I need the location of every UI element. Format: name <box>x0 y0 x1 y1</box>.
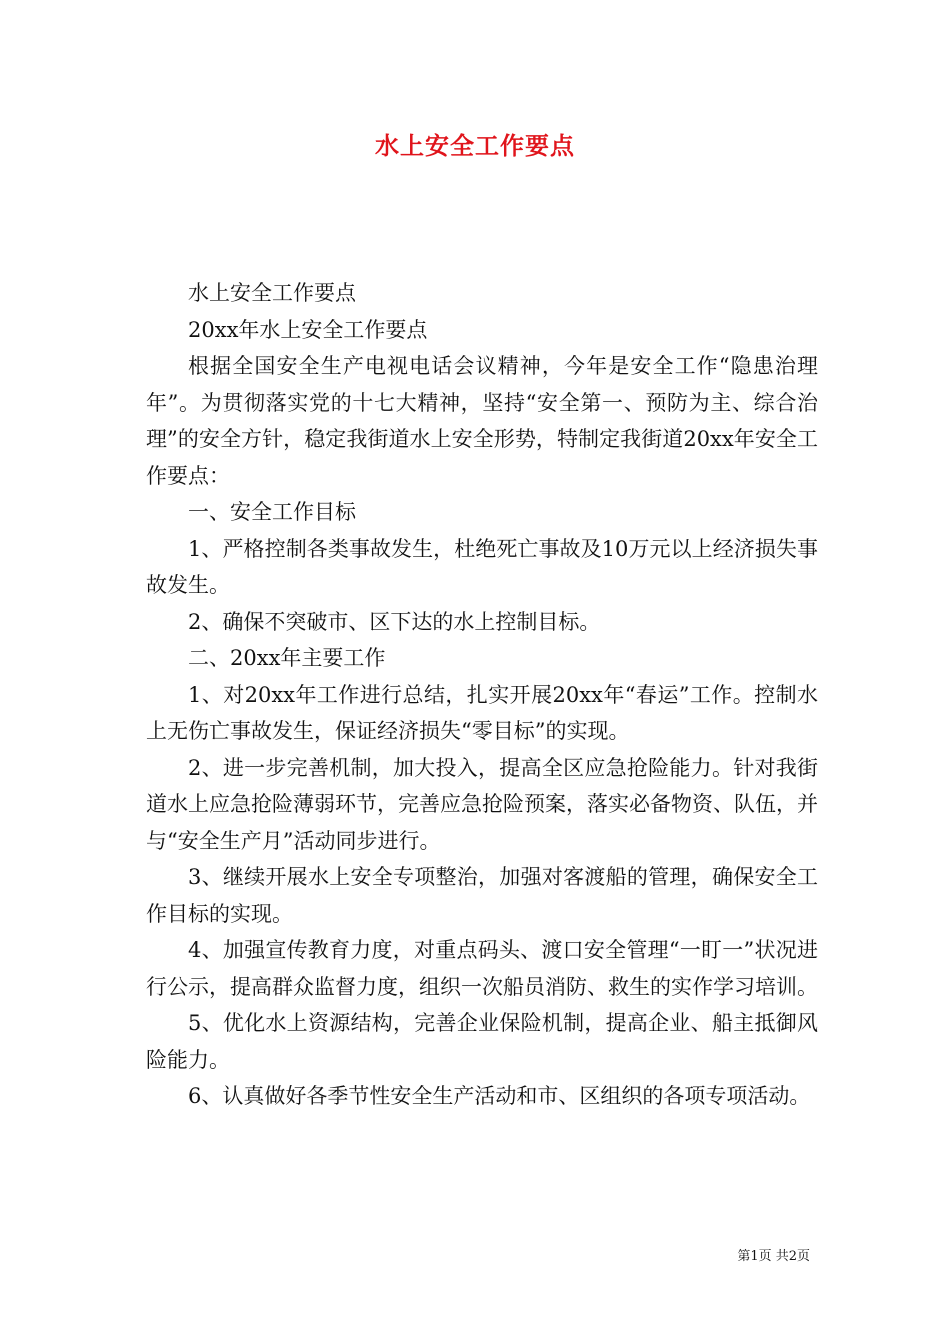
paragraph: 根据全国安全生产电视电话会议精神，今年是安全工作“隐患治理年”。为贯彻落实党的十七大精神，坚持“安全第一、预防为主、综合治理”的安全方针，稳定我街道水上安全形势，特制定我街道20xx年安全工作要点： <box>146 354 818 488</box>
paragraph: 1、严格控制各类事故发生，杜绝死亡事故及10万元以上经济损失事故发生。 <box>146 536 818 597</box>
paragraph: 2、确保不突破市、区下达的水上控制目标。 <box>188 609 601 634</box>
paragraph: 20xx年水上安全工作要点 <box>188 317 428 342</box>
paragraph: 5、优化水上资源结构，完善企业保险机制，提高企业、船主抵御风险能力。 <box>146 1011 818 1072</box>
page-number-footer: 第1页 共2页 <box>737 1249 810 1264</box>
document-body <box>146 275 818 1115</box>
section-heading: 一、安全工作目标 <box>188 500 356 524</box>
paragraph: 6、认真做好各季节性安全生产活动和市、区组织的各项专项活动。 <box>188 1084 811 1108</box>
paragraph: 2、进一步完善机制，加大投入，提高全区应急抢险能力。针对我街道水上应急抢险薄弱环节，完善应急抢险预案，落实必备物资、队伍，并与“安全生产月”活动同步进行。 <box>146 755 818 853</box>
paragraph: 4、加强宣传教育力度，对重点码头、渡口安全管理“一盯一”状况进行公示，提高群众监督力度，组织一次船员消防、救生的实作学习培训。 <box>146 938 818 999</box>
paragraph: 1、对20xx年工作进行总结，扎实开展20xx年“春运”工作。控制水上无伤亡事故发生，保证经济损失“零目标”的实现。 <box>146 682 818 743</box>
paragraph: 水上安全工作要点 <box>188 281 356 305</box>
section-heading: 二、20xx年主要工作 <box>188 646 386 670</box>
document-title: 水上安全工作要点 <box>375 131 575 160</box>
paragraph: 3、继续开展水上安全专项整治，加强对客渡船的管理，确保安全工作目标的实现。 <box>146 865 818 926</box>
